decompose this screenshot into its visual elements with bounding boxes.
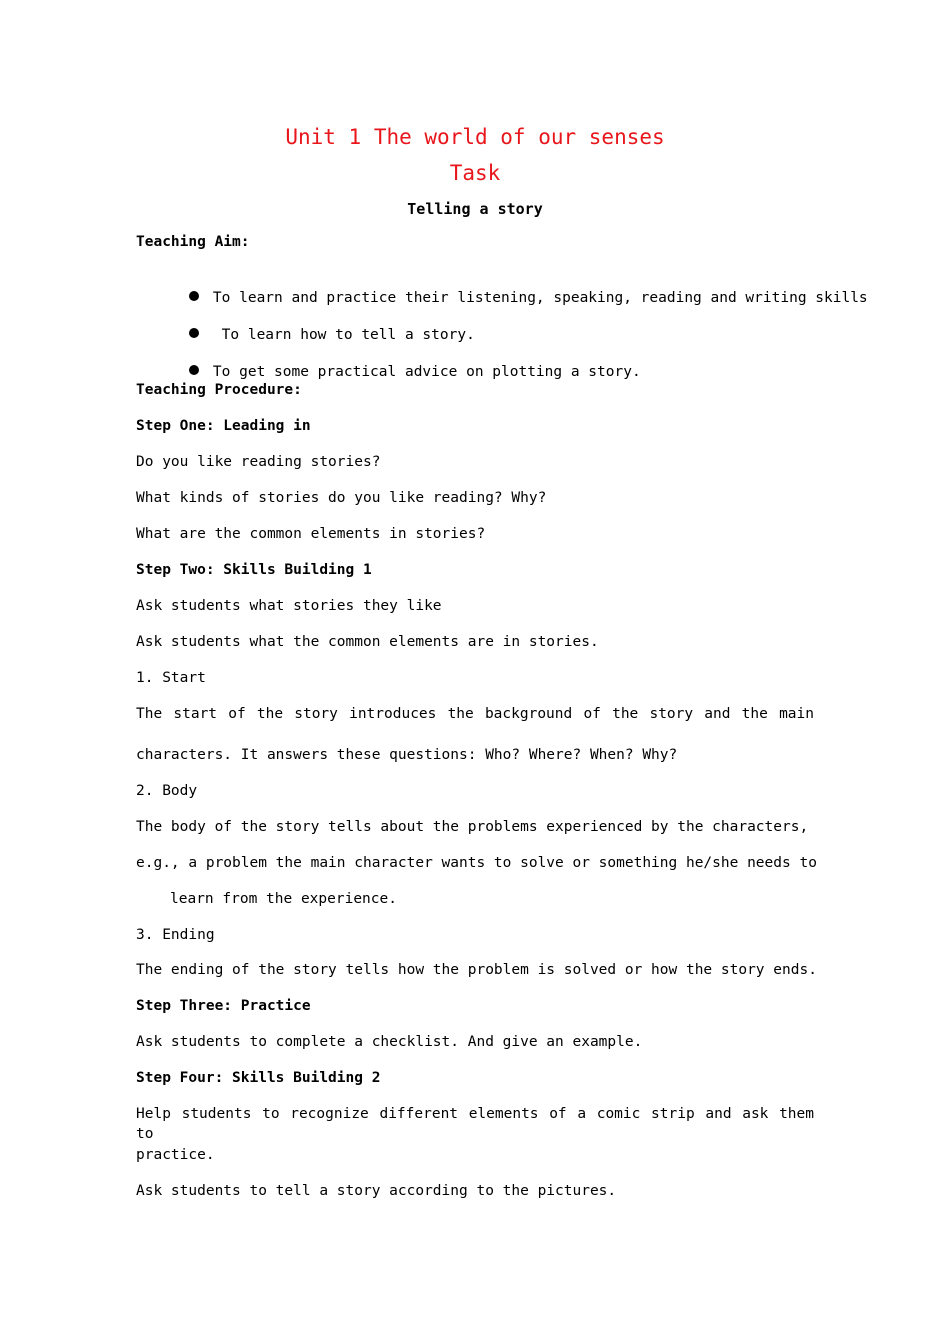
ending-text: The ending of the story tells how the problem is solved or how the story ends.: [136, 962, 817, 978]
step-one-line: What kinds of stories do you like reading? Why?: [136, 490, 547, 506]
body-label: 2. Body: [136, 783, 198, 799]
task-title: Task: [449, 161, 501, 185]
bullet-icon: [189, 365, 199, 375]
step-four-text: practice.: [136, 1147, 215, 1163]
step-three-heading: Step Three: Practice: [136, 998, 311, 1014]
step-three-text: Ask students to complete a checklist. And give an example.: [136, 1034, 643, 1050]
document-title: Unit 1 The world of our senses: [285, 125, 665, 149]
ending-label: 3. Ending: [136, 927, 215, 943]
aim-item-text: To learn and practice their listening, speaking, reading and writing skills: [212, 290, 868, 306]
step-one-heading: Step One: Leading in: [136, 418, 311, 434]
step-four-heading: Step Four: Skills Building 2: [136, 1070, 381, 1086]
teaching-aim-heading: Teaching Aim:: [136, 234, 250, 250]
procedure-heading: Teaching Procedure:: [136, 382, 302, 398]
body-text: The body of the story tells about the problems experienced by the characters,: [136, 819, 809, 835]
aim-item-text: To get some practical advice on plotting a story.: [212, 364, 641, 380]
step-one-line: What are the common elements in stories?: [136, 526, 486, 542]
start-label: 1. Start: [136, 670, 206, 686]
bullet-icon: [189, 291, 199, 301]
step-four-text: Help students to recognize different elements of a comic strip and ask them to: [136, 1106, 814, 1142]
step-four-text: Ask students to tell a story according to the pictures.: [136, 1183, 617, 1199]
step-one-line: Do you like reading stories?: [136, 454, 381, 470]
start-text: The start of the story introduces the background of the story and the main: [136, 706, 814, 722]
body-text: e.g., a problem the main character wants to solve or something he/she needs to: [136, 855, 817, 871]
body-text: learn from the experience.: [170, 891, 397, 907]
start-text: characters. It answers these questions: Who? Where? When? Why?: [136, 747, 678, 763]
lesson-subtitle: Telling a story: [407, 200, 543, 218]
bullet-icon: [189, 328, 199, 338]
step-two-line: Ask students what the common elements are in stories.: [136, 634, 599, 650]
step-two-line: Ask students what stories they like: [136, 598, 442, 614]
aim-item-text: To learn how to tell a story.: [212, 327, 475, 343]
step-two-heading: Step Two: Skills Building 1: [136, 562, 372, 578]
